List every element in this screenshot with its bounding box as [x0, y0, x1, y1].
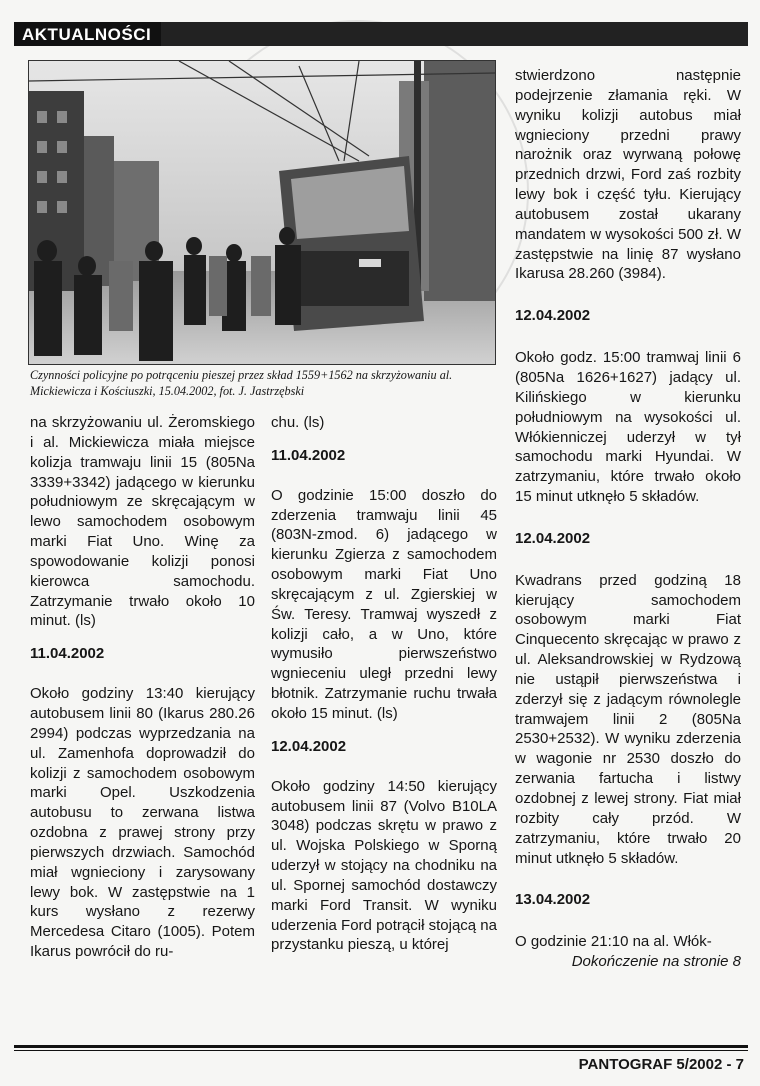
footer-rule-thin	[14, 1050, 748, 1051]
article-paragraph: chu. (ls)	[271, 414, 325, 431]
text-column-2	[271, 413, 497, 955]
text-column-3	[515, 66, 741, 972]
date-heading: 13.04.2002	[515, 891, 591, 909]
date-heading: 11.04.2002	[30, 645, 105, 663]
article-paragraph: Około godziny 13:40 kierujący autobusem linii 80 (Ikarus 280.26 2994) podczas wyprzedzania na ul. Zamenhofa doprowadził do kolizji z samochodem osobowym marki Opel. Uszkodzenia autobusu to zerwana listwa ozdobna z prawej strony przy pierwszych drzwiach. Samochód miał wgnieciony i zarysowany lewy bok. W zastępstwie na 1 kurs wysłano z rezerwy Mercedesa Citaro (1005). Potem Ikarus powrócił do ru-	[30, 685, 255, 961]
section-title: AKTUALNOŚCI	[14, 22, 161, 46]
article-paragraph: stwierdzono następnie podejrzenie złamania ręki. W wyniku kolizji autobus miał wgnieciony przedni prawy narożnik oraz wyrwaną połowę przednich drzwi, Ford zaś rozbity lewy bok i część tyłu. Kierujący autobusem został ukarany mandatem w wysokości 500 zł. W zastępstwie na linię 87 wysłano Ikarusa 28.260 (3984).	[515, 67, 741, 283]
continued-note: Dokończenie na stronie 8	[571, 953, 741, 971]
tram-street-photo	[28, 60, 496, 365]
article-paragraph: Kwadrans przed godziną 18 kierujący samochodem osobowym marki Fiat Cinquecento skręcając w prawo z ul. Aleksandrowskiej w Rydzową nie ustąpił pierwszeństwa i zderzył się z jadącym równolegle tramwajem linii 2 (805Na 2530+2532). W wyniku zderzenia w wagonie nr 2530 doszło do zerwania fartucha i listwy ozdobnej z lewej strony. Fiat miał rozbity cały przód. W zatrzymaniu, które trwało 20 minut utknęło 5 składów.	[515, 571, 741, 867]
article-paragraph: na skrzyżowaniu ul. Żeromskiego i al. Mickiewicza miała miejsce kolizja tramwaju linii 15 (805Na 3339+3342) jadącego w kierunku południowym ze skręcającym w lewo samochodem osobowym marki Fiat Uno. Winę za spowodowanie kolizji ponosi kierowca samochodu. Zatrzymanie trwało około 10 minut. (ls)	[30, 414, 255, 630]
footer-rule-thick	[14, 1045, 748, 1048]
tram-photo-illustration	[29, 61, 496, 365]
date-heading: 12.04.2002	[271, 737, 347, 755]
text-column-1	[30, 413, 255, 962]
article-paragraph: Około godz. 15:00 tramwaj linii 6 (805Na 1626+1627) jadący ul. Kilińskiego w kierunku południowym na wysokości ul. Włókienniczej uderzył w tył samochodu marki Hyundai. W zatrzymaniu, które trwało około 15 minut utknęło 5 składów.	[515, 349, 741, 506]
date-heading: 12.04.2002	[515, 529, 591, 547]
date-heading: 11.04.2002	[271, 446, 346, 464]
article-paragraph: O godzinie 15:00 doszło do zderzenia tramwaju linii 45 (803N-zmod. 6) jadącego w kierunku Zgierza z samochodem osobowym marki Fiat Uno skręcającym z ul. Zgierskiej w Św. Teresy. Tramwaj wyszedł z kolizji cało, a w Uno, które wymusiło pierwszeństwo wgnieceniu uległ przedni lewy błotnik. Zatrzymanie ruchu trwała około 15 minut. (ls)	[271, 486, 497, 722]
photo-caption: Czynności policyjne po potrąceniu pieszej przez skład 1559+1562 na skrzyżowaniu al. Mickiewicza i Kościuszki, 15.04.2002, fot. J. Jastrzębski	[30, 368, 453, 398]
page-footer: PANTOGRAF 5/2002 - 7	[578, 1056, 744, 1073]
article-paragraph: O godzinie 21:10 na al. Włók-	[515, 933, 712, 951]
date-heading: 12.04.2002	[515, 307, 591, 325]
article-paragraph: Około godziny 14:50 kierujący autobusem linii 87 (Volvo B10LA 3048) podczas skrętu w prawo z ul. Wojska Polskiego w Sporną uderzył w stojący na chodniku na ul. Spornej samochód dostawczy marki Ford Transit. W wyniku uderzenia Ford potrącił stojącą na przystanku pieszą, u której	[271, 777, 497, 954]
